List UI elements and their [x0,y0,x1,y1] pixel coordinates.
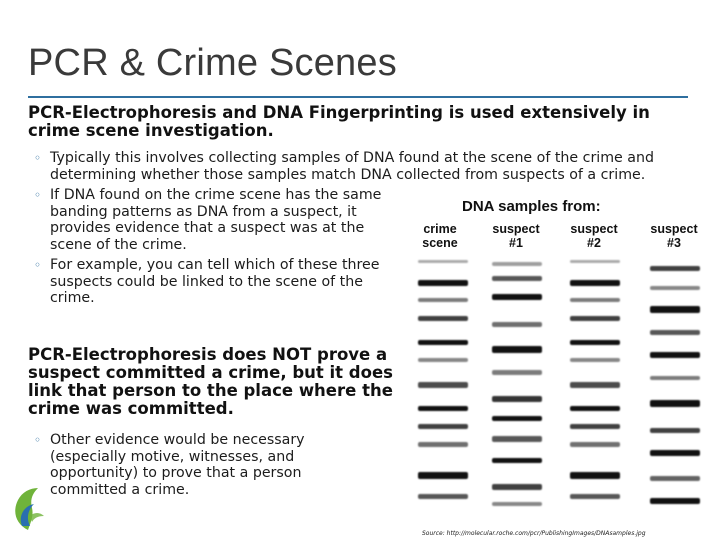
list-item [28,257,410,307]
gel-lane-suspect-1 [492,258,542,510]
dna-band [650,376,700,380]
dna-band [650,306,700,313]
slide-title: PCR & Crime Scenes [28,42,397,84]
dna-band [650,400,700,407]
lane-label-suspect-1 [484,222,548,250]
dna-band [570,494,620,499]
conclusion-paragraph: PCR-Electrophoresis does NOT prove a suspect committed a crime, but it does link that person to the place where the crime was committed. [28,345,393,418]
dna-band [492,262,542,266]
dna-band [650,286,700,290]
dna-band [650,498,700,504]
bullet-text: If DNA found on the crime scene has the same banding patterns as DNA from a suspect, it provides evidence that a suspect was at the scene of the crime. [50,187,382,253]
dna-band [650,352,700,358]
bullet-marker: ◦ [34,433,42,447]
dna-band [418,494,468,499]
intro-paragraph: PCR-Electrophoresis and DNA Fingerprinting is used extensively in crime scene investigation. [28,103,650,140]
lane-label-line: #2 [587,236,601,250]
dna-band [570,424,620,429]
dna-band [492,502,542,506]
dna-band [492,436,542,442]
lane-label-line: #1 [509,236,523,250]
gel-lane-crime-scene [418,258,468,510]
bullet-list-2 [28,432,358,502]
dna-band [492,484,542,490]
dna-band [418,424,468,429]
dna-band [492,458,542,463]
dna-band [418,340,468,345]
dna-band [418,280,468,286]
dna-band [650,428,700,433]
gel-lane-suspect-2 [570,258,620,510]
dna-band [492,322,542,327]
lane-label-line: crime [423,222,457,236]
lane-label-line: suspect [570,222,618,236]
dna-gel-figure [410,196,708,518]
dna-band [492,294,542,300]
bullet-text: Typically this involves collecting samples of DNA found at the scene of the crime and determining whether those samples match DNA collected from suspects of a crime. [50,150,654,183]
dna-band [492,416,542,421]
dna-band [570,298,620,302]
dna-band [492,396,542,402]
dna-band [650,266,700,271]
image-source-caption: Source: http://molecular.roche.com/pcr/PublishingImages/DNAsamples.jpg [422,530,646,537]
dna-band [418,406,468,411]
dna-band [570,382,620,388]
lane-label-suspect-3 [642,222,706,250]
dna-band [418,382,468,388]
bullet-text: For example, you can tell which of these three suspects could be linked to the scene of the crime. [50,257,380,306]
lane-label-line: scene [422,236,458,250]
dna-band [418,260,468,263]
lane-label-crime-scene [412,222,468,250]
list-item [28,187,410,253]
dna-band [418,298,468,302]
dna-band [570,260,620,263]
dna-band [418,316,468,321]
dna-band [570,358,620,362]
dna-band [650,330,700,335]
list-item [28,150,708,183]
dna-band [570,280,620,286]
dna-band [570,340,620,345]
dna-band [492,346,542,353]
title-divider [28,96,688,98]
dna-band [418,358,468,362]
dna-band [570,316,620,321]
dna-band [570,472,620,479]
lane-label-line: suspect [650,222,698,236]
dna-band [570,442,620,447]
lane-label-line: suspect [492,222,540,236]
dna-band [650,476,700,481]
dna-band [492,370,542,375]
bullet-marker: ◦ [34,151,42,165]
dna-band [418,472,468,479]
gel-lane-suspect-3 [650,258,700,510]
gel-heading: DNA samples from: [462,198,601,215]
dna-band [570,406,620,411]
bullet-marker: ◦ [34,258,42,272]
lane-label-suspect-2 [562,222,626,250]
dna-band [650,450,700,456]
bullet-text: Other evidence would be necessary (especially motive, witnesses, and opportunity) to prove that a person committed a crime. [50,432,305,498]
dna-band [492,276,542,281]
dna-band [418,442,468,447]
lane-label-line: #3 [667,236,681,250]
bullet-marker: ◦ [34,188,42,202]
leaf-swirl-logo-icon [8,486,48,532]
list-item [28,432,358,498]
